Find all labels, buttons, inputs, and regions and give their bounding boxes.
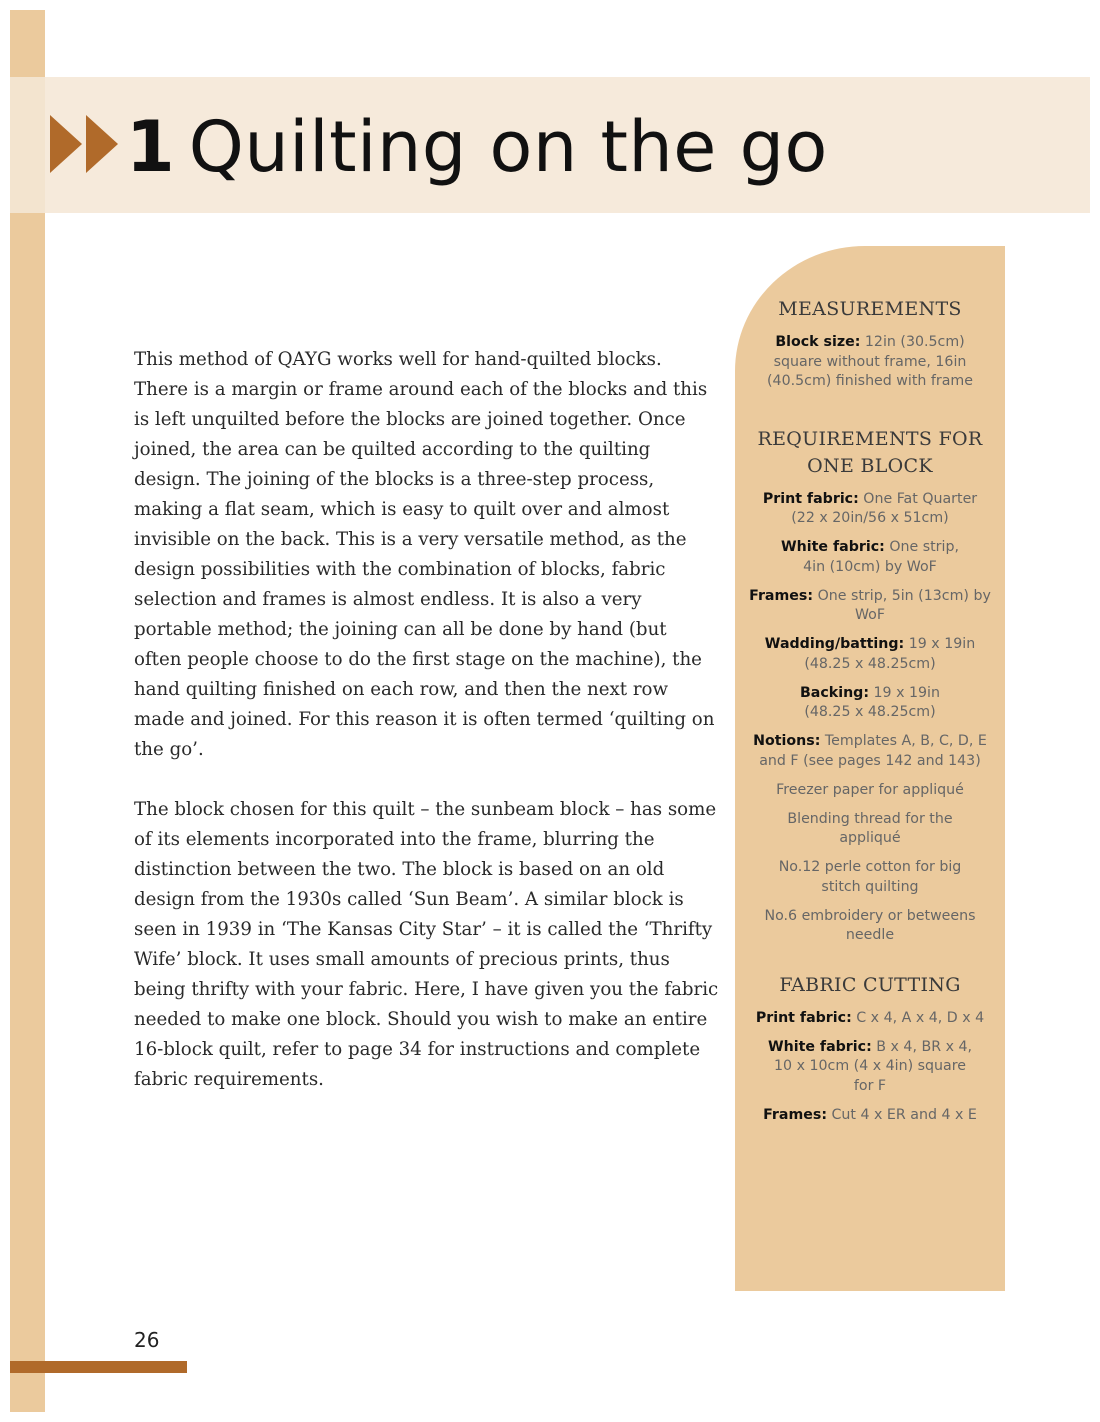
measurements-heading: MEASUREMENTS (778, 298, 962, 320)
entry-label: Frames: (763, 1106, 827, 1123)
requirements-heading: REQUIREMENTS FOR ONE BLOCK (757, 427, 983, 477)
entry-text: 19 x 19in (48.25 x 48.25cm) (804, 636, 976, 672)
chapter-title (126, 97, 828, 197)
sidebar-entry (749, 587, 991, 626)
entry-label: Wadding/batting: (764, 636, 905, 652)
sidebar-entry (749, 684, 991, 723)
sidebar-entry: Freezer paper for appliqué (776, 781, 964, 798)
sidebar-entry: Blending thread for the appliqué (787, 810, 953, 846)
chapter-number: 1 (126, 106, 175, 188)
entry-label: Print fabric: (762, 490, 859, 507)
cutting-section (749, 972, 991, 1126)
entry-text: Cut 4 x ER and 4 x E (831, 1106, 977, 1123)
chapter-title-text: Quilting on the go (188, 106, 828, 188)
sidebar-entry (749, 333, 991, 392)
body-paragraph: The block chosen for this quilt – the sunbeam block – has some of its elements incorporated into the frame, blurring the distinction between the two. The block is based on an old design from the 1930s called ‘Sun Beam’. A similar block is seen in 1939 in ‘The Kansas City Star’ – it is called the ‘Thrifty Wife’ block. It uses small amounts of precious prints, thus being thrifty with your fabric. Here, I have given you the fabric needed to make one block. Should you wish to make an entire 16-block quilt, refer to page 34 for instructions and complete fabric requirements. (134, 799, 719, 1090)
sidebar-entry (749, 1038, 991, 1097)
sidebar-entry (749, 490, 991, 529)
sidebar-entry (749, 538, 991, 577)
sidebar-entry (749, 732, 991, 771)
entry-text: Templates A, B, C, D, E and F (see pages 142 and 143) (759, 733, 987, 769)
footer-accent-bar (10, 1361, 187, 1373)
entry-text: B x 4, BR x 4, 10 x 10cm (4 x 4in) square for F (774, 1038, 973, 1094)
left-margin-bar (10, 10, 45, 1412)
measurements-section (749, 296, 991, 392)
entry-text: One Fat Quarter (22 x 20in/56 x 51cm) (791, 490, 978, 526)
entry-label: Backing: (799, 684, 870, 701)
title-band-edge (10, 77, 45, 213)
sidebar-entry (749, 1009, 991, 1029)
entry-text: 19 x 19in (48.25 x 48.25cm) (804, 684, 940, 720)
double-arrow-icon (48, 113, 120, 175)
entry-label: Frames: (749, 587, 814, 604)
body-paragraph: This method of QAYG works well for hand-quilted blocks. There is a margin or frame around each of the blocks and this is left unquilted before the blocks are joined together. Once joined, the area can be quilted according to the quilting design. The joining of the blocks is a three-step process, making a flat seam, which is easy to quilt over and almost invisible on the back. This is a very versatile method, as the design possibilities with the combination of blocks, fabric selection and frames is almost endless. It is also a very portable method; the joining can all be done by hand (but often people choose to do the first stage on the machine), the hand quilting finished on each row, and then the next row made and joined. For this reason it is often termed ‘quilting on the go’. (134, 349, 715, 760)
sidebar-entry (749, 1106, 991, 1126)
entry-label: Block size: (775, 334, 861, 350)
requirements-section (749, 426, 991, 946)
page-number: 26 (134, 1328, 160, 1352)
entry-label: Print fabric: (755, 1009, 852, 1026)
entry-label: Notions: (753, 733, 821, 749)
entry-text: C x 4, A x 4, D x 4 (856, 1009, 985, 1026)
entry-label: White fabric: (767, 1038, 872, 1055)
entry-text: One strip, 4in (10cm) by WoF (803, 539, 959, 575)
sidebar-entry (749, 635, 991, 674)
body-text (134, 345, 719, 1125)
entry-text: One strip, 5in (13cm) by WoF (817, 587, 991, 623)
cutting-heading: FABRIC CUTTING (779, 973, 961, 996)
requirements-sidebar (735, 246, 1005, 1291)
entry-label: White fabric: (781, 539, 885, 555)
entry-text: 12in (30.5cm) square without frame, 16in (40.5cm) finished with frame (767, 334, 973, 389)
sidebar-entry: No.12 perle cotton for big stitch quilting (778, 859, 962, 895)
sidebar-entry: No.6 embroidery or betweens needle (764, 907, 976, 943)
